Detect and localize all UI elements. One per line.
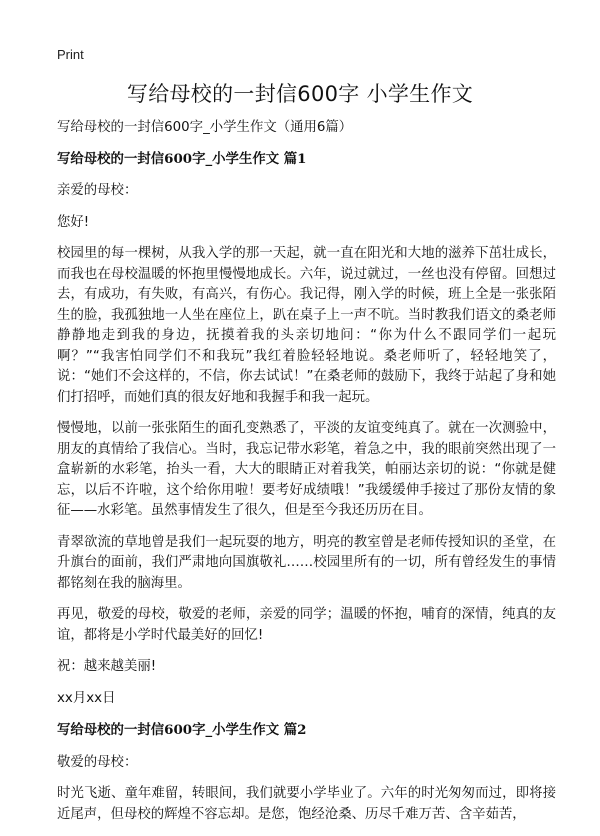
paragraph: 青翠欲流的草地曾是我们一起玩耍的地方，明亮的教室曾是老师传授知识的圣堂，在升旗台的面前，我们严肃地向国旗敬礼……校园里所有的一切，所有曾经发生的事情都铭刻在我的脑海里。 [57, 534, 556, 591]
paragraph: 慢慢地，以前一张张陌生的面孔变熟悉了，平淡的友谊变纯真了。就在一次测验中，朋友的真情给了我信心。当时，我忘记带水彩笔，着急之中，我的眼前突然出现了一盒崭新的水彩笔，抬头一看，大大的眼睛正对着我笑，帕丽达亲切的说：“你就是健忘，以后不许啦，这个给你用啦！要考好成绩哦！”我缓缓伸手接过了那份友情的象征——水彩笔。虽然事情发生了很久，但是至今我还历历在目。 [57, 421, 556, 518]
section-heading-1: 写给母校的一封信600字_小学生作文 篇1 [57, 150, 307, 167]
greeting: 您好! [57, 214, 90, 230]
document-body [57, 118, 556, 836]
paragraph: 再见，敬爱的母校，敬爱的老师，亲爱的同学；温暖的怀抱，哺育的深情，纯真的友谊，都将是小学时代最美好的回忆! [57, 607, 556, 643]
paragraph: 校园里的每一棵树，从我入学的那一天起，就一直在阳光和大地的滋养下茁壮成长，而我也在母校温暖的怀抱里慢慢地成长。六年，说过就过，一丝也没有停留。回想过去，有成功，有失败，有高兴，有伤心。我记得，刚入学的时候，班上全是一张张陌生的脸，我孤独地一人坐在座位上，趴在桌子上一声不吭。当时教我们语文的桑老师静静地走到我的身边，抚摸着我的头亲切地问：“你为什么不跟同学们一起玩啊？”“我害怕同学们不和我玩”我红着脸轻轻地说。桑老师听了，轻轻地笑了，说：“她们不会这样的，不信，你去试试！”在桑老师的鼓励下，我终于站起了身和她们打招呼，而她们真的很友好地和我握手和我一起玩。 [57, 246, 556, 405]
page-title: 写给母校的一封信600字 小学生作文 [126, 82, 474, 106]
salutation: 亲爱的母校： [57, 183, 138, 198]
section-heading-2: 写给母校的一封信600字_小学生作文 篇2 [57, 722, 307, 738]
salutation: 敬爱的母校： [57, 754, 138, 770]
document-subtitle: 写给母校的一封信600字_小学生作文（通用6篇） [57, 120, 353, 135]
print-link[interactable]: Print [57, 47, 84, 62]
paragraph: 时光飞逝、童年难留，转眼间，我们就要小学毕业了。六年的时光匆匆而过，即将接近尾声，但母校的辉煌不容忘却。是您，饱经沧桑、历尽千难万苦、含辛茹苦， [57, 786, 556, 822]
closing-wish: 祝：越来越美丽! [57, 659, 157, 674]
letter-date: xx月xx日 [57, 690, 116, 706]
